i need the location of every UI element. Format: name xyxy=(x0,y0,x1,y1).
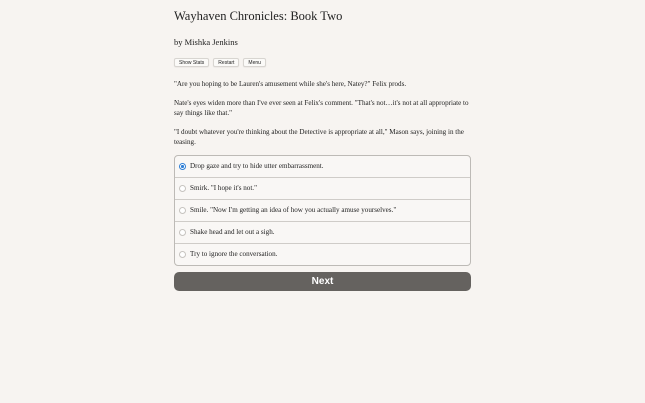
choice-option[interactable] xyxy=(175,243,470,265)
author-line: by Mishka Jenkins xyxy=(174,37,238,47)
choice-list xyxy=(174,155,471,266)
choice-label: Smirk. "I hope it's not." xyxy=(190,184,257,192)
radio-button[interactable] xyxy=(179,251,186,258)
toolbar xyxy=(174,58,471,69)
story-paragraph: "Are you hoping to be Lauren's amusement while she's here, Natey?" Felix prods. xyxy=(174,80,407,88)
radio-button[interactable] xyxy=(179,207,186,214)
story-paragraph: "I doubt whatever you're thinking about the Detective is appropriate at all," Mason says, joining in the teasing. xyxy=(174,127,464,146)
choice-label: Drop gaze and try to hide utter embarrassment. xyxy=(190,162,324,170)
story-paragraph: Nate's eyes widen more than I've ever seen at Felix's comment. "That's not…it's not at all appropriate to say things like that." xyxy=(174,98,469,117)
choice-option[interactable] xyxy=(175,177,470,199)
radio-button-selected[interactable] xyxy=(179,163,186,170)
restart-button[interactable]: Restart xyxy=(213,58,239,67)
choice-option[interactable] xyxy=(175,221,470,243)
game-container xyxy=(174,8,471,291)
game-title: Wayhaven Chronicles: Book Two xyxy=(174,9,343,23)
choice-label: Try to ignore the conversation. xyxy=(190,250,278,258)
show-stats-button[interactable]: Show Stats xyxy=(174,58,209,67)
radio-button[interactable] xyxy=(179,185,186,192)
radio-button[interactable] xyxy=(179,229,186,236)
choice-option[interactable] xyxy=(175,156,470,177)
menu-button[interactable]: Menu xyxy=(243,58,266,67)
choice-option[interactable] xyxy=(175,199,470,221)
next-button[interactable]: Next xyxy=(174,272,471,291)
choice-label: Smile. "Now I'm getting an idea of how you actually amuse yourselves." xyxy=(190,206,397,214)
choice-label: Shake head and let out a sigh. xyxy=(190,228,275,236)
